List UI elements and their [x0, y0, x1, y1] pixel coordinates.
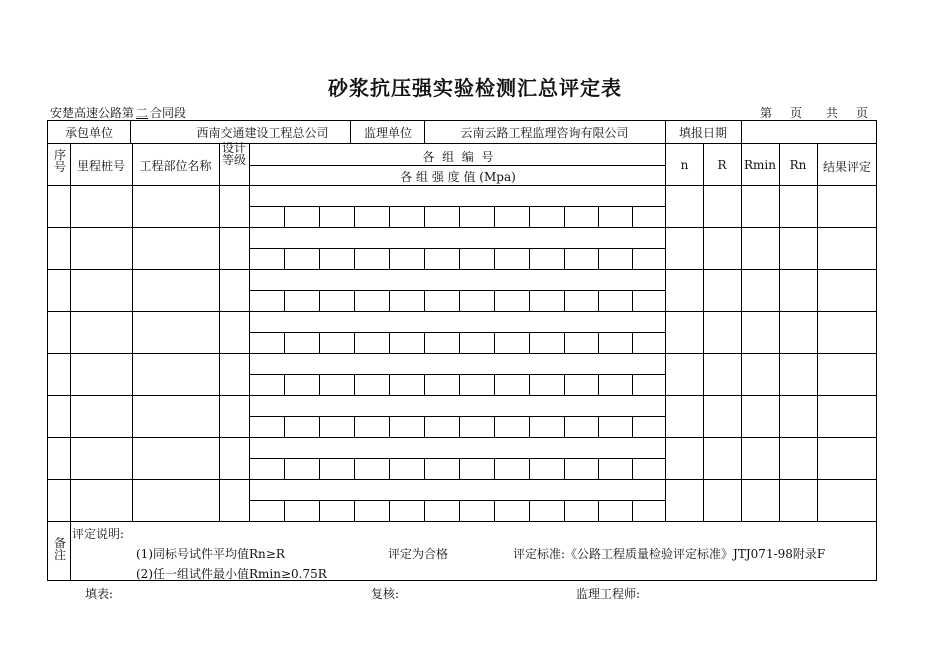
grid-line: [354, 374, 355, 395]
grid-line: [284, 290, 285, 311]
col-r: R: [717, 158, 727, 172]
grid-line: [564, 500, 565, 521]
contractor-label: 承包单位: [64, 126, 113, 140]
col-location: 工程部位名称: [139, 159, 212, 173]
grid-line: [598, 206, 599, 227]
grid-line: [389, 500, 390, 521]
col-group-no: 各 组 编 号: [422, 150, 494, 164]
grid-line: [779, 143, 780, 521]
grid-line: [494, 500, 495, 521]
col-strength: 各 组 强 度 值 (Mpa): [400, 170, 516, 184]
grid-line: [354, 290, 355, 311]
grid-line: [703, 143, 704, 521]
grid-line: [319, 458, 320, 479]
grid-line: [741, 143, 742, 521]
project-suffix: 合同段: [150, 106, 187, 120]
grid-line: [529, 416, 530, 437]
col-n: n: [680, 158, 689, 172]
grid-line: [132, 143, 133, 521]
supervisor-label: 监理单位: [363, 126, 412, 140]
grid-line: [389, 332, 390, 353]
grid-line: [459, 206, 460, 227]
notes-side-label: 备注: [53, 537, 66, 562]
footer-filler: 填表:: [85, 587, 114, 601]
supervisor-value: 云南云路工程监理咨询有限公司: [460, 126, 629, 140]
grid-line: [564, 416, 565, 437]
grid-line: [424, 332, 425, 353]
grid-line: [284, 416, 285, 437]
notes-standard: 评定标准:《公路工程质量检验评定标准》JTJ071-98附录F: [513, 547, 826, 561]
grid-line: [529, 374, 530, 395]
grid-line: [389, 458, 390, 479]
grid-line: [354, 206, 355, 227]
grid-line: [459, 458, 460, 479]
grid-line: [564, 374, 565, 395]
grid-line: [284, 332, 285, 353]
grid-line: [319, 374, 320, 395]
grid-line: [48, 521, 876, 522]
grid-line: [494, 290, 495, 311]
grid-line: [459, 290, 460, 311]
grid-line: [319, 248, 320, 269]
grid-line: [632, 374, 633, 395]
grid-line: [564, 290, 565, 311]
grid-line: [48, 311, 876, 312]
grid-line: [70, 521, 71, 580]
col-seq: 序号: [53, 149, 66, 174]
notes-title: 评定说明:: [72, 527, 125, 541]
grid-line: [665, 143, 666, 521]
grid-line: [632, 248, 633, 269]
grid-line: [354, 416, 355, 437]
grid-line: [459, 248, 460, 269]
grid-line: [389, 248, 390, 269]
grid-line: [249, 500, 665, 501]
grid-line: [319, 290, 320, 311]
contractor-value: 西南交通建设工程总公司: [196, 126, 329, 140]
footer-reviewer: 复核:: [371, 587, 400, 601]
grid-line: [249, 332, 665, 333]
grid-line: [424, 248, 425, 269]
grid-line: [389, 416, 390, 437]
grid-line: [389, 206, 390, 227]
grid-line: [284, 206, 285, 227]
total-unit: 页: [856, 106, 869, 120]
grid-line: [529, 290, 530, 311]
grid-line: [424, 121, 425, 143]
grid-line: [424, 416, 425, 437]
grid-line: [319, 500, 320, 521]
grid-line: [354, 500, 355, 521]
grid-line: [350, 121, 351, 143]
col-rn: Rn: [789, 158, 807, 172]
grid-line: [48, 143, 876, 144]
grid-line: [564, 248, 565, 269]
project-section: [50, 104, 186, 121]
grid-line: [389, 290, 390, 311]
grid-line: [817, 143, 818, 521]
grid-line: [598, 290, 599, 311]
grid-line: [459, 332, 460, 353]
page-unit: 页: [790, 106, 803, 120]
grid-line: [249, 290, 665, 291]
grid-line: [529, 206, 530, 227]
grid-line: [389, 374, 390, 395]
grid-line: [494, 248, 495, 269]
notes-rule-2: (2)任一组试件最小值Rmin≥0.75R: [136, 567, 327, 581]
page-counter: [760, 104, 868, 121]
form-title: 砂浆抗压强实验检测汇总评定表: [328, 76, 622, 100]
grid-line: [424, 458, 425, 479]
notes-verdict: 评定为合格: [388, 547, 449, 561]
grid-line: [424, 500, 425, 521]
grid-line: [598, 458, 599, 479]
grid-line: [424, 374, 425, 395]
grid-line: [48, 227, 876, 228]
grid-line: [130, 121, 131, 143]
grid-line: [284, 500, 285, 521]
grid-line: [529, 458, 530, 479]
total-label: 共: [826, 106, 839, 120]
grid-line: [598, 416, 599, 437]
grid-line: [632, 332, 633, 353]
grid-line: [598, 374, 599, 395]
grid-line: [564, 458, 565, 479]
grid-line: [632, 206, 633, 227]
footer-engineer: 监理工程师:: [576, 587, 641, 601]
date-label: 填报日期: [678, 126, 727, 140]
grid-line: [48, 437, 876, 438]
grid-line: [529, 248, 530, 269]
grid-line: [354, 458, 355, 479]
grid-line: [48, 185, 876, 186]
grid-line: [249, 458, 665, 459]
page-label: 第: [760, 106, 773, 120]
grid-line: [249, 206, 665, 207]
grid-line: [249, 416, 665, 417]
grid-line: [598, 248, 599, 269]
grid-line: [494, 332, 495, 353]
grid-line: [632, 290, 633, 311]
grid-line: [632, 458, 633, 479]
grid-line: [459, 374, 460, 395]
grid-line: [494, 416, 495, 437]
grid-line: [494, 206, 495, 227]
grid-line: [424, 290, 425, 311]
grid-line: [284, 248, 285, 269]
grid-line: [354, 248, 355, 269]
grid-line: [319, 206, 320, 227]
grid-line: [632, 416, 633, 437]
grid-line: [48, 353, 876, 354]
grid-line: [598, 332, 599, 353]
col-design-grade: 设计等级: [221, 142, 246, 167]
grid-line: [632, 500, 633, 521]
project-prefix: 安楚高速公路第: [50, 106, 135, 120]
grid-line: [284, 458, 285, 479]
grid-line: [70, 143, 71, 521]
grid-line: [249, 165, 665, 166]
grid-line: [529, 500, 530, 521]
grid-line: [249, 374, 665, 375]
col-rmin: Rmin: [744, 158, 776, 172]
grid-line: [284, 374, 285, 395]
grid-line: [494, 374, 495, 395]
grid-line: [598, 500, 599, 521]
grid-line: [48, 395, 876, 396]
grid-line: [319, 332, 320, 353]
col-result: 结果评定: [822, 160, 871, 174]
grid-line: [741, 121, 742, 143]
grid-line: [564, 332, 565, 353]
grid-line: [354, 332, 355, 353]
grid-line: [459, 416, 460, 437]
grid-line: [319, 416, 320, 437]
section-number: 二: [136, 106, 149, 120]
col-station: 里程桩号: [76, 159, 125, 173]
grid-line: [48, 269, 876, 270]
grid-line: [494, 458, 495, 479]
grid-line: [459, 500, 460, 521]
grid-line: [219, 143, 220, 521]
grid-line: [665, 121, 666, 143]
notes-rule-1: (1)同标号试件平均值Rn≥R: [136, 547, 285, 561]
summary-table: [47, 120, 877, 581]
grid-line: [48, 479, 876, 480]
grid-line: [249, 248, 665, 249]
grid-line: [424, 206, 425, 227]
grid-line: [529, 332, 530, 353]
grid-line: [564, 206, 565, 227]
